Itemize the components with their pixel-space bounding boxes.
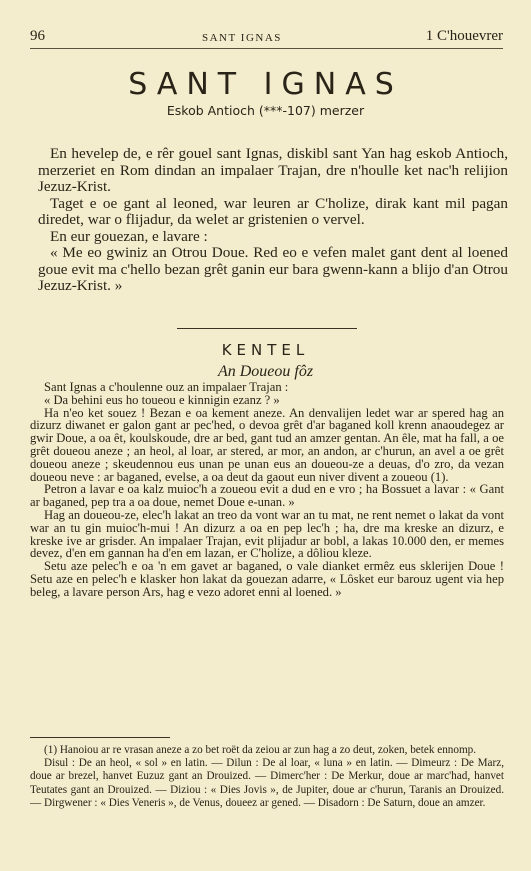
month-label: 1 C'houevrer — [425, 28, 503, 44]
intro-paragraph: Taget e oe gant al leoned, war leuren ar C'holize, dirak kant mil pagan diredet, war o flijadur, da welet ar gristenien o vervel. — [38, 194, 508, 228]
page-number: 96 — [30, 28, 45, 44]
running-title: SANT IGNAS — [202, 32, 282, 44]
body-paragraph: Petron a lavar e oa kalz muioc'h a zoueou evit a dud en e vro ; ha Bossuet a lavar : « Gant ar baganed, pep tra a oa doue, nemet Doue e-unan. » — [30, 482, 504, 510]
running-header — [30, 26, 503, 48]
footnote: (1) Hanoiou ar re vrasan aneze a zo bet roët da zeiou ar zun hag a zo deut, zoken, betek ennomp. — [44, 744, 477, 756]
section-divider — [177, 328, 357, 329]
kentel-subtitle: An Doueou fôz — [217, 363, 314, 380]
intro-paragraph: En hevelep de, e rêr gouel sant Ignas, diskibl sant Yan hag eskob Antioch, merzeriet en Rom dindan an impalaer Trajan, dre n'houlle ket nac'h relijion Jezuz-Krist. — [38, 145, 508, 195]
footnotes — [30, 744, 504, 810]
body-paragraph: « Da behini eus ho toueou e kinnigin ezanz ? » — [44, 392, 280, 407]
article-title: SANT IGNAS — [128, 67, 403, 102]
footnote: Disul : De an heol, « sol » en latin. — Dilun : De al loar, « luna » en latin. — Dimeurz : De Marz, doue ar brezel, hanvet Euzuz gant an Drouized. — Dimerc'her : De Merkur, doue ar marc'had, hanvet Teutates gant an Drouized. — Diziou : « Dies Jovis », de Jupiter, doue ar c'hurun, Taranis an Drouized. — Dirgwener : « Dies Veneris », de Venus, doueez ar gened. — Disadorn : De Saturn, doue an amzer. — [30, 757, 504, 809]
article-subtitle: Eskob Antioch (***-107) merzer — [166, 103, 365, 118]
kentel-heading: KENTEL — [221, 341, 310, 359]
body-paragraph: Sant Ignas a c'houlenne ouz an impalaer Trajan : — [44, 380, 289, 394]
body-paragraph: Hag an doueou-ze, elec'h lakat an treo da vont war an tu mat, ne rent nemet o lakat da vont war an tu gin muioc'h-mui ! An dizurz a oa en pep lec'h ; ha, dre ma kreske an dizurz, e kreske ive ar grisder. An impalaer Trajan, evit plijadur ar bobl, a lakas 10.000 den, er memes devez, d'en em gannan ha d'en em lazan, er C'holize, a dôliou kleze. — [30, 507, 504, 561]
footnote-rule — [30, 737, 170, 738]
article-intro — [38, 146, 508, 295]
intro-paragraph: « Me eo gwiniz an Otrou Doue. Red eo e vefen malet gant dent al loened goue evit ma c'hello bezan grêt ganin eur bara gwenn-kann a blijo d'an Otrou Jezuz-Krist. » — [38, 244, 508, 294]
body-paragraph: Ha n'eo ket souez ! Bezan e oa kement aneze. An denvalijen ledet war ar spered hag an dizurz diwanet er galon gant ar pec'hed, o devoa grêt d'ar baganed koll krenn anaoudegez ar gwir Doue, a oa êt, koulskoude, dre ar bed, gant tud an amzer gentan. An êle, mat ha fall, a oe grêt doueou aneze ; an heol, al loar, ar stered, ar mor, an andon, ar c'hurun, an avel a oe grêt doueou aneze ; skeudennou eus unan pe unan eus an doueou-ze a deuas, d'o zro, da vezan doueou neve : ar baganed, evelse, a oa deut da gaout eun niver divent a zoueou (1). — [30, 405, 504, 484]
intro-paragraph: En eur gouezan, e lavare : — [50, 227, 208, 245]
body-paragraph: Setu aze pelec'h e oa 'n em gavet ar baganed, o vale dianket ermêz eus sklerijen Doue ! Setu aze en pelec'h e klasker hon lakat da gouezan adarre, « Lôsket eur barouz ugent via hep beleg, a lavare person Ars, hag e vezo adoret enni al loened. » — [30, 559, 504, 599]
header-rule — [30, 48, 503, 49]
kentel-body — [30, 381, 504, 599]
